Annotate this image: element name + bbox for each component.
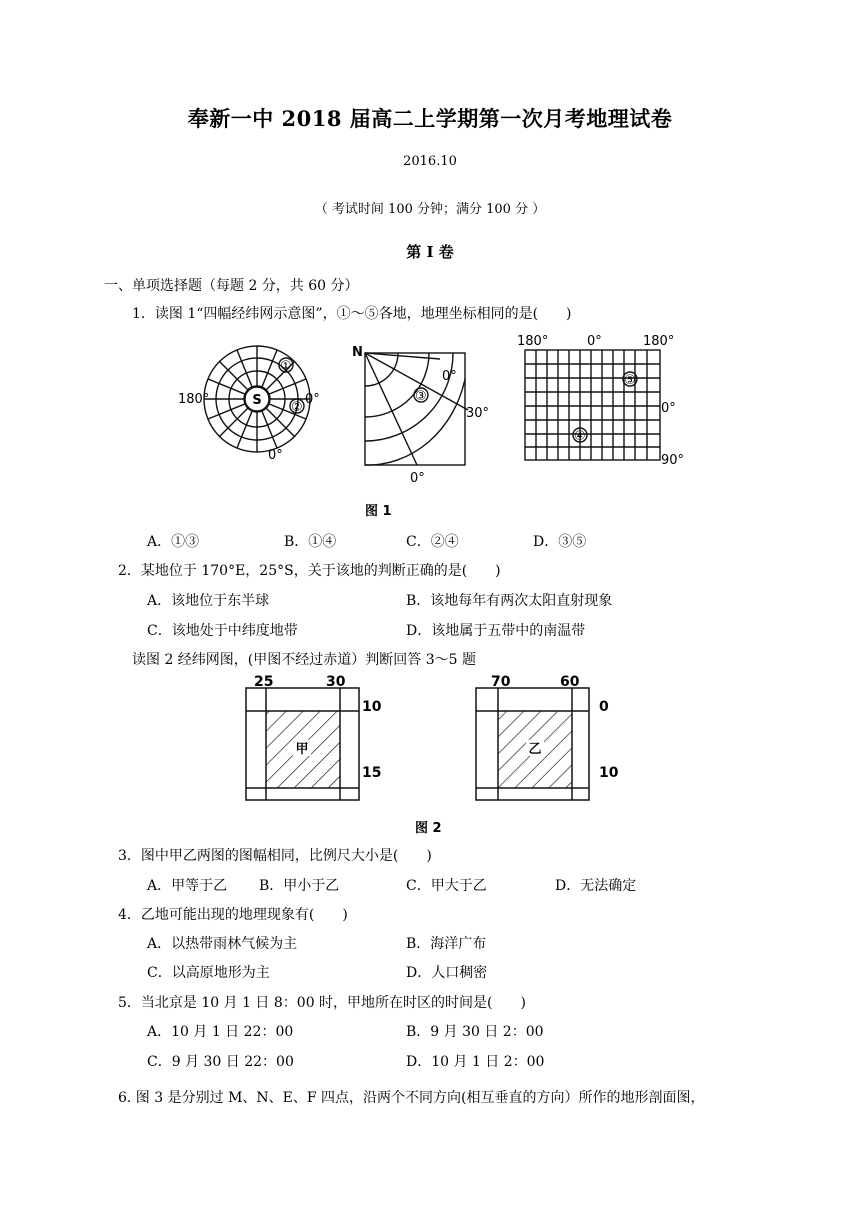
polar-label-0-right: 0°	[305, 392, 320, 407]
exam-title: 奉新一中 2018 届高二上学期第一次月考地理试卷	[187, 106, 673, 131]
q5-option-a[interactable]: A．10 月 1 日 22：00	[147, 1024, 294, 1040]
polar-label-0-bottom: 0°	[268, 448, 283, 463]
grid-label-180-left: 180°	[517, 334, 549, 349]
question-3-stem: 3．图中甲乙两图的图幅相同，比例尺大小是( )	[118, 848, 432, 864]
figure-1	[160, 325, 720, 525]
yi-label-60: 60	[560, 674, 580, 690]
marker-3: ③	[415, 389, 427, 404]
question-2-stem: 2．某地位于 170°E，25°S，关于该地的判断正确的是( )	[118, 563, 501, 579]
marker-2: ②	[291, 400, 303, 415]
q3-option-b[interactable]: B．甲小于乙	[259, 878, 340, 894]
yi-label-0: 0	[599, 699, 609, 715]
q5-option-c[interactable]: C．9 月 30 日 22：00	[147, 1054, 294, 1070]
q5-option-d[interactable]: D．10 月 1 日 2：00	[406, 1054, 545, 1070]
volume-heading: 第 I 卷	[406, 243, 454, 261]
jia-label-25: 25	[254, 674, 274, 690]
question-5-stem: 5．当北京是 10 月 1 日 8：00 时，甲地所在时区的时间是( )	[118, 995, 526, 1011]
jia-label-10: 10	[362, 699, 382, 715]
q1-option-c[interactable]: C．②④	[406, 534, 459, 550]
q4-option-c[interactable]: C．以高原地形为主	[147, 965, 270, 981]
q3-option-d[interactable]: D．无法确定	[555, 878, 637, 894]
question-1-stem: 1．读图 1“四幅经纬网示意图”，①～⑤各地，地理坐标相同的是( )	[132, 306, 572, 322]
grid-label-90: 90°	[661, 453, 685, 468]
exam-info: （ 考试时间 100 分钟；满分 100 分 ）	[314, 202, 546, 217]
q4-option-a[interactable]: A．以热带雨林气候为主	[147, 936, 298, 952]
figure-2	[240, 672, 640, 842]
q4-option-b[interactable]: B．海洋广布	[406, 936, 487, 952]
q1-option-b[interactable]: B．①④	[284, 534, 337, 550]
q4-option-d[interactable]: D．人口稠密	[406, 965, 488, 981]
grid-label-180-right: 180°	[643, 334, 675, 349]
exam-date: 2016.10	[403, 154, 457, 169]
q2-option-d[interactable]: D．该地属于五带中的南温带	[406, 623, 586, 639]
figure-1-caption: 图 1	[365, 504, 392, 519]
grid-label-0-top: 0°	[587, 334, 602, 349]
yi-label-70: 70	[491, 674, 511, 690]
jia-center-label: 甲	[295, 742, 309, 757]
question-4-stem: 4．乙地可能出现的地理现象有( )	[118, 907, 348, 923]
section-heading: 一、单项选择题（每题 2 分，共 60 分）	[104, 278, 359, 294]
q5-option-b[interactable]: B．9 月 30 日 2：00	[406, 1024, 544, 1040]
q2-option-c[interactable]: C．该地处于中纬度地带	[147, 623, 298, 639]
q2-option-b[interactable]: B．该地每年有两次太阳直射现象	[406, 593, 613, 609]
figure-2-caption: 图 2	[415, 821, 442, 836]
rectangular-grid	[525, 350, 660, 460]
q1-option-d[interactable]: D．③⑤	[533, 534, 587, 550]
marker-5: ⑤	[624, 373, 636, 388]
question-6-stem: 6. 图 3 是分别过 M、N、E、F 四点，沿两个不同方向(相互垂直的方向）所作的地形剖面图，	[118, 1090, 705, 1106]
jia-label-15: 15	[362, 765, 382, 781]
q2-option-a[interactable]: A．该地位于东半球	[147, 593, 270, 609]
q1-option-a[interactable]: A．①③	[147, 534, 200, 550]
quadrant-label-0: 0°	[442, 369, 457, 384]
questions-3-5-intro: 读图 2 经纬网图，(甲图不经过赤道）判断回答 3～5 题	[132, 652, 476, 668]
q3-option-a[interactable]: A．甲等于乙	[147, 878, 228, 894]
polar-label-180: 180°	[178, 392, 210, 407]
jia-label-30: 30	[326, 674, 346, 690]
marker-4: ④	[574, 429, 586, 444]
yi-center-label: 乙	[528, 742, 542, 757]
quadrant-label-30: 30°	[466, 406, 490, 421]
yi-label-10: 10	[599, 765, 619, 781]
marker-1: ①	[280, 359, 292, 374]
quadrant-label-0-bottom: 0°	[410, 471, 425, 486]
quadrant-n-label: N	[352, 345, 363, 360]
grid-label-0-right: 0°	[661, 401, 676, 416]
pole-label: S	[252, 393, 262, 408]
q3-option-c[interactable]: C．甲大于乙	[406, 878, 487, 894]
